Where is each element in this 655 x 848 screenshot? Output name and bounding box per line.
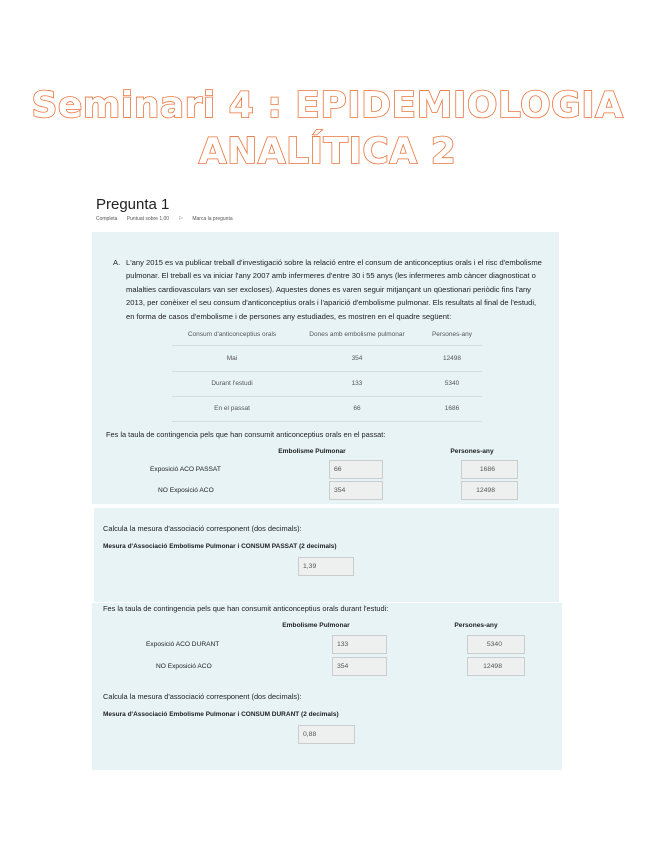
page-title-line2: ANALÍTICA 2 [198,131,457,172]
table-cell: Durant l'estudi [211,380,253,387]
measure-prefix: Mesura d'Associació Embolisme Pulmonar i [103,543,242,550]
calc-instruction-durant: Calcula la mesura d'associació corresponent (dos decimals): [103,692,302,701]
calc-instruction-passat: Calcula la mesura d'associació corresponent (dos decimals): [103,524,302,533]
table-header: Dones amb embolisme pulmonar [309,331,405,338]
question-score: Puntuat sobre 1,00 [126,216,170,222]
table-cell: 354 [351,355,363,362]
embolisme-input-no-exposicio-durant[interactable]: 354 [332,657,387,676]
measure-suffix: (2 decimals) [297,543,337,550]
col-header-persones: Persones-any [454,622,498,629]
persones-input-no-exposicio-durant[interactable]: 12498 [467,657,525,676]
persones-input-exposicio-passat[interactable]: 1686 [461,460,518,479]
measure-label-durant [103,711,339,718]
table-divider [172,421,482,422]
table-divider [172,345,482,346]
statement-text: L'any 2015 es va publicar treball d'investigació sobre la relació entre el consum de anticonceptius orals i el risc d'embolisme pulmonar. El treball es va iniciar l'any 2007 amb infermeres d'entre 30 i 55 anys (les infermeres amb càncer diagnosticat o malalties cardiovasculars van ser excloses). Aquestes dones es varen seguir mitjançant un qüestionari periòdic fins l'any 2013, per conèixer el seu consum d'anticonceptius orals i l'aparició d'embolisme pulmonar. Els resultats al final de l'estudi, en forma de casos d'embolisme i de persones any estudiades, es mostren en el quadre següent: [126,258,542,321]
question-status: Completa [96,216,118,222]
table-cell: 1686 [444,405,460,412]
measure-label-passat [103,543,337,550]
page-title-line1: Seminari 4 : EPIDEMIOLOGIA [31,85,624,126]
answer-panel-passat [94,508,559,602]
col-header-persones: Persones-any [450,448,494,455]
persones-input-no-exposicio[interactable]: 12498 [461,481,518,500]
table-cell: 133 [351,380,363,387]
statement-label: A. [113,258,121,267]
row-label-no-exposicio-durant: NO Exposició ACO [156,663,212,670]
col-header-embolisme: Embolisme Pulmonar [282,622,350,629]
flag-icon: ⚐ [178,216,183,222]
table-header: Persones-any [431,331,473,338]
question-meta [96,216,249,222]
measure-suffix: (2 decimals) [299,711,339,718]
question-title: Pregunta 1 [96,196,170,213]
embolisme-input-no-exposicio[interactable]: 354 [329,481,383,500]
embolisme-input-exposicio-durant[interactable]: 133 [332,635,387,654]
instruction-durant: Fes la taula de contingencia pels que han consumit anticonceptius orals durant l'estudi: [103,604,389,613]
measure-input-passat[interactable]: 1,39 [298,557,354,576]
table-cell: 12498 [442,355,462,362]
table-cell: Mai [226,355,238,362]
table-divider [172,371,482,372]
table-header: Consum d'anticonceptius orals [187,331,277,338]
embolisme-input-exposicio-passat[interactable]: 66 [329,460,383,479]
flag-label: Marca la pregunta [192,216,233,222]
measure-strong: CONSUM DURANT [241,711,300,718]
table-divider [172,396,482,397]
table-cell: 5340 [444,380,460,387]
instruction-passat: Fes la taula de contingencia pels que han consumit anticonceptius orals en el passat: [106,430,386,439]
row-label-exposicio-durant: Exposició ACO DURANT [146,641,220,648]
measure-input-durant[interactable]: 0,88 [298,725,355,744]
question-statement [113,256,545,323]
row-label-no-exposicio: NO Exposició ACO [158,487,214,494]
measure-prefix: Mesura d'Associació Embolisme Pulmonar i [103,711,242,718]
table-cell: En el passat [214,405,250,412]
flag-question-link[interactable] [178,216,240,222]
measure-strong: CONSUM PASSAT [241,543,298,550]
persones-input-exposicio-durant[interactable]: 5340 [467,635,525,654]
row-label-exposicio-passat: Exposició ACO PASSAT [150,466,221,473]
table-cell: 66 [353,405,361,412]
col-header-embolisme: Embolisme Pulmonar [278,448,346,455]
